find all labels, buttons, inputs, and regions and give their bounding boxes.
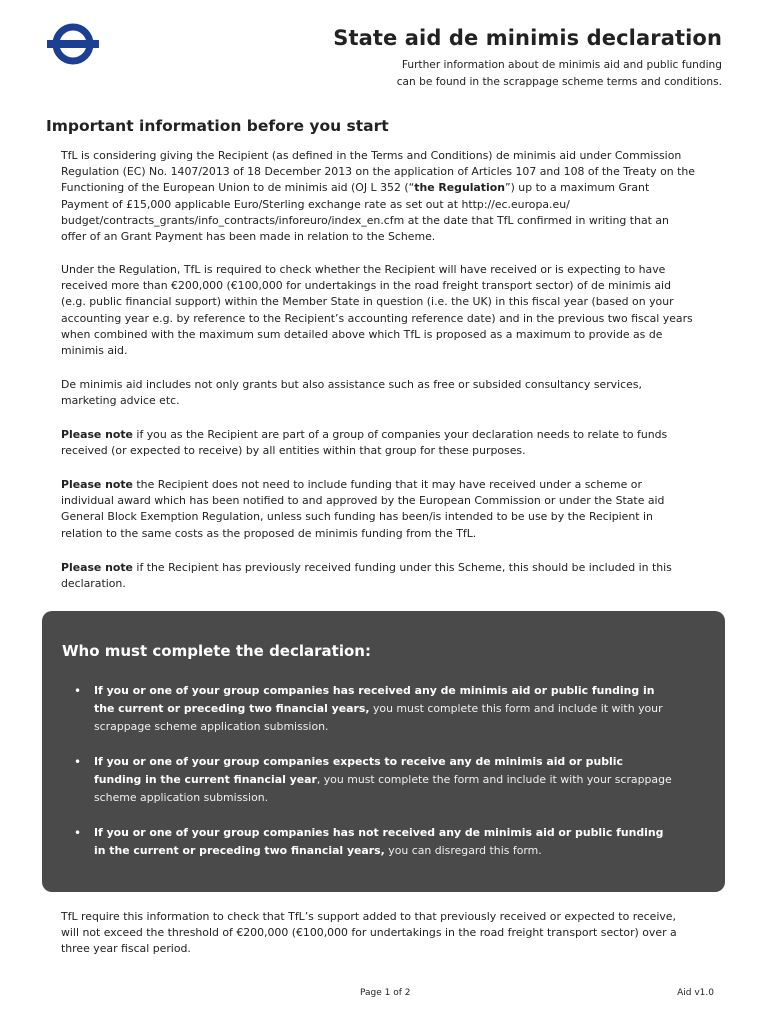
paragraph-purpose: TfL require this information to check that TfL’s support added to that previously received or expected to receive, will not exceed the threshold of €200,000 (€100,000 for undertakings in the road freight transport sector) over a three year fiscal period. (61, 910, 677, 956)
note-label: Please note (61, 561, 133, 574)
list-item (74, 682, 674, 736)
bullet-icon: • (74, 684, 82, 698)
page-title: State aid de minimis declaration (333, 26, 722, 50)
paragraph-bold-text: the Regulation (414, 181, 505, 195)
paragraph-text: TfL is considering giving the Recipient (as defined in the Terms and Conditions) de minimis aid under Commission Regulation (EC) No. 1407/2013 of 18 December 2013 on the application of Articles 107 and 108 of the Treaty on the Functioning of the European Union to de minimis aid (OJ L 352 (“ (61, 149, 695, 195)
roundel-logo-icon (46, 22, 100, 66)
subtitle-line: can be found in the scrappage scheme terms and conditions. (396, 75, 722, 88)
paragraph-aid-types: De minimis aid includes not only grants but also assistance such as free or subsided consultancy services, marketing advice etc. (61, 378, 642, 408)
paragraph-regulation (61, 148, 697, 245)
list-item (74, 753, 674, 807)
subtitle-line: Further information about de minimis aid and public funding (401, 59, 722, 71)
bullet-bold-text: If you or one of your group companies expects to receive any de minimis aid or public funding in the current financial year (94, 755, 623, 786)
bullet-text: you must complete this form and include it with your scrappage scheme application submission. (94, 702, 663, 733)
note-label: Please note (61, 478, 133, 491)
box-heading: Who must complete the declaration: (62, 642, 371, 660)
bullet-bold-text: If you or one of your group companies has not received any de minimis aid or public funding in the current or preceding two financial years, (94, 826, 664, 857)
paragraph-note-previous (61, 560, 697, 592)
paragraph-note-exemption (61, 477, 697, 542)
bullet-icon: • (74, 826, 82, 840)
paragraph-note-group (61, 427, 697, 459)
page-number: Page 1 of 2 (360, 988, 411, 998)
paragraph-text: if you as the Recipient are part of a group of companies your declaration needs to relate to funds received (or expected to receive) by all entities within that group for these purposes. (61, 428, 668, 458)
paragraph-threshold: Under the Regulation, TfL is required to check whether the Recipient will have received or is expecting to have received more than €200,000 (€100,000 for undertakings in the road freight transport sector) of de minimis aid (e.g. public financial support) within the Member State in question (i.e. the UK) in this fiscal year (based on your accounting year e.g. by reference to the Recipient’s accounting reference date) and in the previous two fiscal years when combined with the maximum sum detailed above which TfL is proposed as a maximum to provide as de minimis aid. (61, 263, 693, 358)
page-subtitle (342, 57, 722, 90)
section-heading: Important information before you start (46, 117, 389, 135)
who-must-complete-box (42, 611, 725, 892)
list-item (74, 824, 674, 860)
note-label: Please note (61, 428, 133, 441)
bullet-text: you can disregard this form. (384, 844, 542, 857)
paragraph-text: the Recipient does not need to include funding that it may have received under a scheme or individual award which has been notified to and approved by the European Commission or under the State aid General Block Exemption Regulation, unless such funding has been/is intended to be use by the Recipient in relation to the same costs as the proposed de minimis funding from the TfL. (61, 478, 665, 540)
bullet-text: , you must complete the form and include it with your scrappage scheme application submission. (94, 773, 672, 804)
document-version: Aid v1.0 (677, 988, 714, 998)
bullet-list (74, 682, 674, 877)
bullet-bold-text: If you or one of your group companies has received any de minimis aid or public funding in the current or preceding two financial years, (94, 684, 655, 715)
paragraph-text: if the Recipient has previously received funding under this Scheme, this should be included in this declaration. (61, 561, 672, 591)
bullet-icon: • (74, 755, 82, 769)
paragraph-text: ”) up to a maximum Grant Payment of £15,000 applicable Euro/Sterling exchange rate as set out at http://ec.europa.eu/ budget/contracts_grants/info_contracts/inforeuro/index_en.cfm at the date that TfL confirmed in writing that an offer of an Grant Payment has been made in relation to the Scheme. (61, 181, 669, 244)
